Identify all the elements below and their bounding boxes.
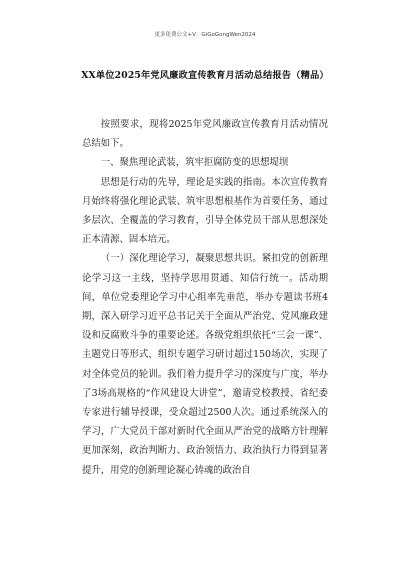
subsection-paragraph: （一）深化理论学习，凝聚思想共识。紧扣党的创新理论学习这一主线，坚持学思用贯通、知信行统一。活动期间，单位党委理论学习中心组率先垂范，举办专题读书班4期，深入研学习近平总书记关于全面从严治党、党风廉政建设和反腐败斗争的重要论述。各级党组织依托“三会一课”、主题党日等形式，组织专题学习研讨超过150场次，实现了对全体党员的轮训。我们着力提升学习的深度与广度，举办了3场高规格的“作风建设大讲堂”，邀请党校教授、省纪委专家进行辅导授课，受众超过2500人次。通过系统深入的学习，广大党员干部对新时代全面从严治党的战略方针理解更加深刻，政治判断力、政治领悟力、政治执行力得到显著提升，用党的创新理论凝心铸魂的政治自 bbox=[82, 253, 328, 476]
intro-paragraph: 按照要求，现将2025年党风廉政宣传教育月活动情况总结如下。 bbox=[82, 119, 328, 150]
section-paragraph: 思想是行动的先导，理论是实践的指南。本次宣传教育月始终将强化理论武装、筑牢思想根基作为首要任务，通过多层次、全覆盖的学习教育，引导全体党员干部从思想深处正本清源、固本培元。 bbox=[82, 176, 328, 246]
watermark-text: 更多免费公文+V：GiGoGongWen2024 bbox=[154, 32, 256, 38]
document-body bbox=[82, 115, 328, 480]
document-title: XX单位2025年党风廉政宣传教育月活动总结报告（精品） bbox=[81, 70, 329, 81]
section-heading: 一、聚焦理论武装，筑牢拒腐防变的思想堤坝 bbox=[100, 157, 289, 169]
